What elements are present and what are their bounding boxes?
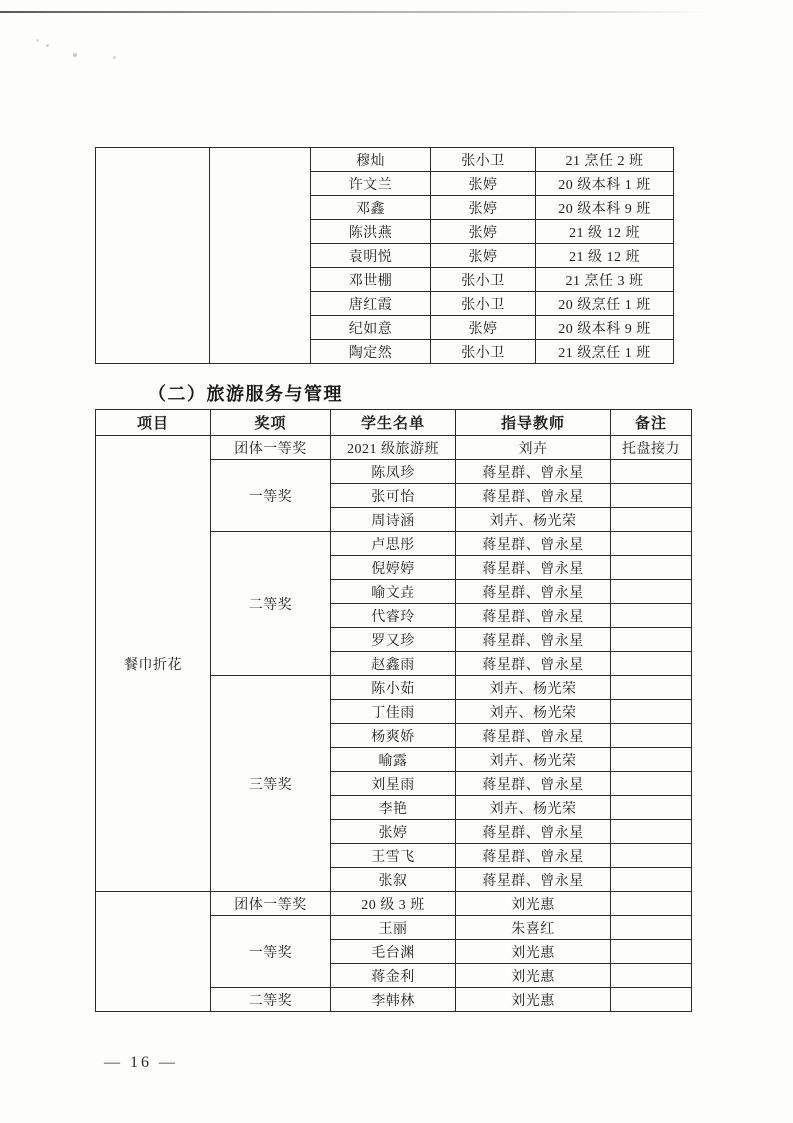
student-cell: 陈洪燕	[311, 220, 431, 244]
remark-cell	[611, 892, 692, 916]
award-cell: 团体一等奖	[211, 436, 331, 460]
student-cell: 2021 级旅游班	[331, 436, 456, 460]
student-cell: 蒋金利	[331, 964, 456, 988]
teacher-cell: 蒋星群、曾永星	[456, 580, 611, 604]
class-cell: 21 烹任 2 班	[536, 148, 674, 172]
remark-cell	[611, 580, 692, 604]
table-row	[96, 148, 674, 172]
remark-cell	[611, 748, 692, 772]
class-cell: 21 级烹任 1 班	[536, 340, 674, 364]
teacher-cell: 蒋星群、曾永星	[456, 772, 611, 796]
student-cell: 卢思彤	[331, 532, 456, 556]
teacher-cell: 刘卉、杨光荣	[456, 796, 611, 820]
student-cell: 王雪飞	[331, 844, 456, 868]
student-cell: 穆灿	[311, 148, 431, 172]
table-header-row	[96, 410, 692, 436]
student-cell: 袁明悦	[311, 244, 431, 268]
teacher-cell: 张婷	[431, 172, 536, 196]
class-cell: 20 级本科 9 班	[536, 196, 674, 220]
teacher-cell: 张婷	[431, 220, 536, 244]
student-cell: 李艳	[331, 796, 456, 820]
remark-cell	[611, 772, 692, 796]
teacher-cell: 朱喜红	[456, 916, 611, 940]
student-cell: 杨爽娇	[331, 724, 456, 748]
class-cell: 20 级本科 9 班	[536, 316, 674, 340]
award-cell: 三等奖	[211, 676, 331, 892]
page-number: — 16 —	[104, 1054, 178, 1071]
class-cell: 21 烹任 3 班	[536, 268, 674, 292]
remark-cell	[611, 652, 692, 676]
teacher-cell: 蒋星群、曾永星	[456, 604, 611, 628]
remark-cell	[611, 508, 692, 532]
student-cell: 邓鑫	[311, 196, 431, 220]
teacher-cell: 张小卫	[431, 292, 536, 316]
teacher-cell: 刘光惠	[456, 988, 611, 1012]
col-header-remark: 备注	[611, 410, 692, 436]
remark-cell	[611, 700, 692, 724]
col-header-students: 学生名单	[331, 410, 456, 436]
award-cell: 一等奖	[211, 460, 331, 532]
student-cell: 张可怡	[331, 484, 456, 508]
section-heading: （二）旅游服务与管理	[148, 384, 343, 404]
remark-cell	[611, 940, 692, 964]
remark-cell: 托盘接力	[611, 436, 692, 460]
student-cell: 毛台渊	[331, 940, 456, 964]
student-cell: 罗又珍	[331, 628, 456, 652]
teacher-cell: 蒋星群、曾永星	[456, 724, 611, 748]
teacher-cell: 张小卫	[431, 148, 536, 172]
remark-cell	[611, 988, 692, 1012]
teacher-cell: 蒋星群、曾永星	[456, 484, 611, 508]
remark-cell	[611, 484, 692, 508]
award-cell: 二等奖	[211, 532, 331, 676]
remark-cell	[611, 868, 692, 892]
student-cell: 纪如意	[311, 316, 431, 340]
scan-speckle	[36, 39, 39, 42]
student-cell: 丁佳雨	[331, 700, 456, 724]
award-table-continued	[95, 147, 674, 364]
scan-speckle	[113, 56, 116, 59]
teacher-cell: 刘光惠	[456, 892, 611, 916]
remark-cell	[611, 820, 692, 844]
teacher-cell: 张小卫	[431, 340, 536, 364]
col-header-award: 奖项	[211, 410, 331, 436]
teacher-cell: 蒋星群、曾永星	[456, 652, 611, 676]
teacher-cell: 蒋星群、曾永星	[456, 460, 611, 484]
table-row	[96, 892, 692, 916]
project-cell	[96, 892, 211, 1012]
scan-speckle	[73, 53, 77, 57]
remark-cell	[611, 556, 692, 580]
award-cell: 一等奖	[211, 916, 331, 988]
table-row	[96, 436, 692, 460]
student-cell: 唐红霞	[311, 292, 431, 316]
student-cell: 陈凤珍	[331, 460, 456, 484]
award-cell: 团体一等奖	[211, 892, 331, 916]
remark-cell	[611, 844, 692, 868]
teacher-cell: 蒋星群、曾永星	[456, 868, 611, 892]
project-cell: 餐巾折花	[96, 436, 211, 892]
teacher-cell: 张婷	[431, 196, 536, 220]
teacher-cell: 刘卉、杨光荣	[456, 700, 611, 724]
teacher-cell: 蒋星群、曾永星	[456, 844, 611, 868]
scan-speckle	[46, 44, 49, 47]
teacher-cell: 刘卉、杨光荣	[456, 676, 611, 700]
remark-cell	[611, 628, 692, 652]
teacher-cell: 刘光惠	[456, 940, 611, 964]
remark-cell	[611, 916, 692, 940]
teacher-cell: 刘光惠	[456, 964, 611, 988]
teacher-cell: 蒋星群、曾永星	[456, 820, 611, 844]
teacher-cell: 张婷	[431, 244, 536, 268]
student-cell: 邓世棚	[311, 268, 431, 292]
student-cell: 代睿玲	[331, 604, 456, 628]
remark-cell	[611, 460, 692, 484]
student-cell: 张婷	[331, 820, 456, 844]
student-cell: 倪婷婷	[331, 556, 456, 580]
student-cell: 周诗涵	[331, 508, 456, 532]
student-cell: 20 级 3 班	[331, 892, 456, 916]
col-header-project: 项目	[96, 410, 211, 436]
teacher-cell: 蒋星群、曾永星	[456, 628, 611, 652]
student-cell: 王丽	[331, 916, 456, 940]
scan-artifact-top-line	[0, 11, 708, 13]
student-cell: 赵鑫雨	[331, 652, 456, 676]
award-cell	[210, 148, 311, 364]
student-cell: 陈小茹	[331, 676, 456, 700]
teacher-cell: 蒋星群、曾永星	[456, 532, 611, 556]
remark-cell	[611, 532, 692, 556]
remark-cell	[611, 964, 692, 988]
col-header-teachers: 指导教师	[456, 410, 611, 436]
remark-cell	[611, 604, 692, 628]
class-cell: 21 级 12 班	[536, 244, 674, 268]
award-cell: 二等奖	[211, 988, 331, 1012]
award-table-tourism	[95, 409, 692, 1012]
student-cell: 刘星雨	[331, 772, 456, 796]
student-cell: 喻文垚	[331, 580, 456, 604]
remark-cell	[611, 676, 692, 700]
teacher-cell: 刘卉、杨光荣	[456, 508, 611, 532]
class-cell: 20 级烹任 1 班	[536, 292, 674, 316]
student-cell: 陶定然	[311, 340, 431, 364]
student-cell: 张叙	[331, 868, 456, 892]
project-cell	[96, 148, 210, 364]
teacher-cell: 刘卉、杨光荣	[456, 748, 611, 772]
class-cell: 21 级 12 班	[536, 220, 674, 244]
student-cell: 李韩林	[331, 988, 456, 1012]
teacher-cell: 刘卉	[456, 436, 611, 460]
student-cell: 许文兰	[311, 172, 431, 196]
remark-cell	[611, 796, 692, 820]
teacher-cell: 张小卫	[431, 268, 536, 292]
student-cell: 喻露	[331, 748, 456, 772]
class-cell: 20 级本科 1 班	[536, 172, 674, 196]
teacher-cell: 蒋星群、曾永星	[456, 556, 611, 580]
remark-cell	[611, 724, 692, 748]
teacher-cell: 张婷	[431, 316, 536, 340]
